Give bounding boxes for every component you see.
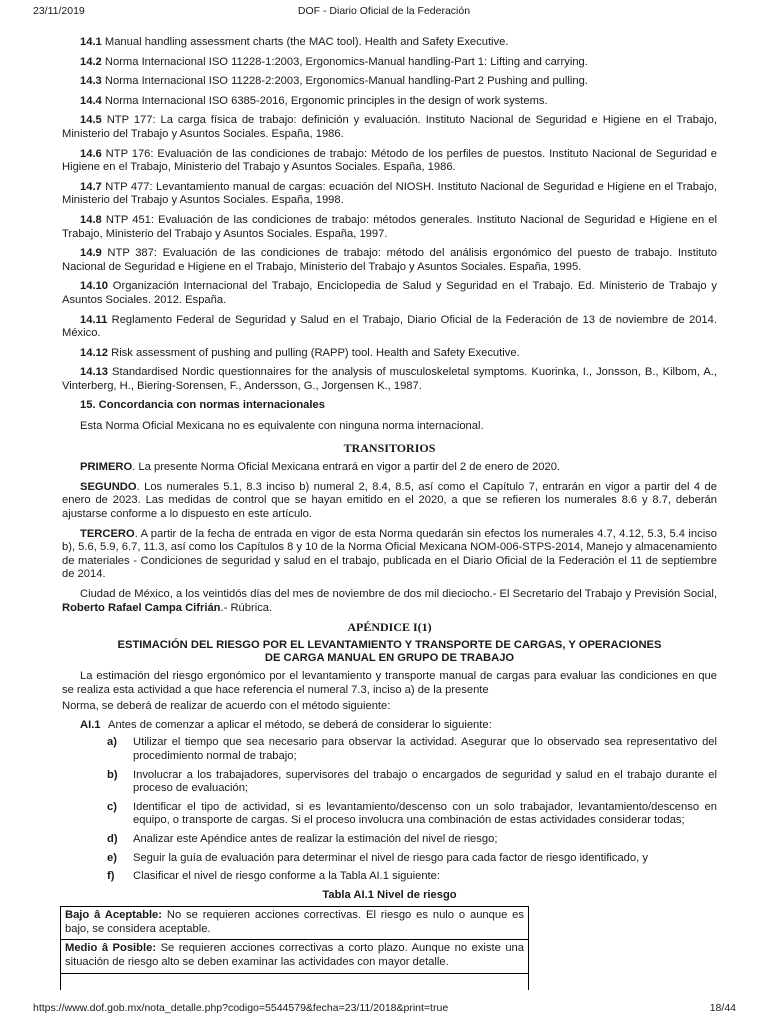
list-item: e) Seguir la guía de evaluación para determinar el nivel de riesgo para cada factor de riesgo identificado, y: [107, 851, 648, 864]
document-body: [62, 36, 717, 990]
reference-item: 14.1 Manual handling assessment charts (the MAC tool). Health and Safety Executive.: [80, 36, 509, 48]
table-caption: Tabla AI.1 Nivel de riesgo: [322, 888, 457, 901]
section-15-heading: 15. Concordancia con normas internacionales: [80, 399, 325, 412]
list-item: b) Involucrar a los trabajadores, supervisores del trabajo o encargados de seguridad y salud en el trabajo durante el proceso de evaluación;: [107, 768, 717, 795]
page-url: https://www.dof.gob.mx/nota_detalle.php?codigo=5544579&fecha=23/11/2018&print=true: [33, 1002, 449, 1014]
ai1-paragraph: AI.1 Antes de comenzar a aplicar el método, se deberá de considerar lo siguiente:: [80, 718, 492, 731]
list-item: f) Clasificar el nivel de riesgo conforme a la Tabla AI.1 siguiente:: [107, 870, 440, 883]
reference-item: 14.5 NTP 177: La carga física de trabajo: definición y evaluación. Instituto Nacional de Seguridad e Higiene en el Trabajo, Ministerio del Trabajo y Asuntos Sociales. España, 1986.: [62, 114, 717, 140]
reference-item: 14.13 Standardised Nordic questionnaires for the analysis of musculoskeletal symptoms. Kuorinka, I., Jonsson, B., Kilbom, A., Vinterberg, H., Biering-Sorensen, F., Andersson, G., Jorgensen K., 1987.: [62, 366, 718, 392]
page-number: 18/44: [709, 1002, 736, 1014]
table-row: Medio â Posible: Se requieren acciones correctivas a corto plazo. Aunque no existe una situación de riesgo alto se deben examinar las actividades con mayor detalle.: [61, 940, 528, 973]
ai1-list: [62, 736, 717, 883]
reference-item: 14.4 Norma Internacional ISO 6385-2016, Ergonomic principles in the design of work systems.: [80, 94, 548, 107]
page-header: [0, 5, 768, 19]
appendix-subtitle: ESTIMACIÓN DEL RIESGO POR EL LEVANTAMIENTO Y TRANSPORTE DE CARGAS, Y OPERACIONES DE CARGA MANUAL EN GRUPO DE TRABAJO: [117, 638, 662, 665]
page-footer: [0, 1002, 768, 1016]
appendix-method-line: Norma, se deberá de realizar de acuerdo con el método siguiente:: [62, 700, 391, 713]
reference-item: 14.7 NTP 477: Levantamiento manual de cargas: ecuación del NIOSH. Instituto Nacional de Seguridad e Higiene en el Trabajo, Ministerio del Trabajo y Asuntos Sociales. España, 1998.: [62, 180, 718, 207]
section-15-text: Esta Norma Oficial Mexicana no es equivalente con ninguna norma internacional.: [80, 420, 484, 433]
reference-item: 14.12 Risk assessment of pushing and pulling (RAPP) tool. Health and Safety Executive.: [80, 346, 520, 359]
reference-item: 14.10 Organización Internacional del Trabajo, Enciclopedia de Salud y Seguridad en el Trabajo. Ed. Ministerio de Trabajo y Asuntos Sociales. 2012. España.: [62, 280, 717, 306]
reference-item: 14.3 Norma Internacional ISO 11228-2:2003, Ergonomics-Manual handling-Part 2 Pushing and pulling.: [80, 75, 588, 88]
references-list: [62, 36, 717, 393]
transitorios-heading: TRANSITORIOS: [343, 440, 436, 455]
print-date: 23/11/2019: [33, 5, 85, 17]
list-item: d) Analizar este Apéndice antes de realizar la estimación del nivel de riesgo;: [107, 832, 498, 845]
appendix-intro: La estimación del riesgo ergonómico por el levantamiento y transporte manual de cargas para evaluar las condiciones en que se realiza esta actividad a que hace referencia el numeral 7.3, inciso a) de la presente: [62, 669, 717, 696]
table-row: [61, 974, 528, 990]
signatory-name: Roberto Rafael Campa Cifrián: [62, 601, 221, 614]
reference-item: 14.8 NTP 451: Evaluación de las condiciones de trabajo: métodos generales. Instituto Nacional de Seguridad e Higiene en el Trabajo, Ministerio del Trabajo y Asuntos Sociales. España, 1997.: [62, 213, 718, 240]
signature-paragraph: Ciudad de México, a los veintidós días del mes de noviembre de dos mil dieciocho.- El Secretario del Trabajo y Previsión Social, Roberto Rafael Campa Cifrián.- Rúbrica.: [62, 588, 717, 614]
table-row: Bajo â Aceptable: No se requieren acciones correctivas. El riesgo es nulo o aunque es bajo, se considera aceptable.: [61, 907, 528, 940]
transitorio-tercero: TERCERO. A partir de la fecha de entrada en vigor de esta Norma quedarán sin efectos los numerales 4.7, 4.12, 5.3, 5.4 inciso b), 5.6, 5.9, 6.7, 11.3, así como los Capítulos 8 y 10 de la Norma Oficial Mexicana NOM-006-STPS-2014, Manejo y almacenamiento de materiales - Condiciones de seguridad y salud en el trabajo, publicada en el Diario Oficial de la Federación el 11 de septiembre de 2014.: [62, 527, 717, 581]
reference-item: 14.6 NTP 176: Evaluación de las condiciones de trabajo: Método de los perfiles de puestos. Instituto Nacional de Seguridad e Higiene en el Trabajo, Ministerio del Trabajo y Asuntos Sociales. España, 1986.: [62, 147, 717, 174]
transitorio-segundo: SEGUNDO. Los numerales 5.1, 8.3 inciso b) numeral 2, 8.4, 8.5, así como el Capítulo 7, entrarán en vigor a partir del 4 de enero de 2023. Las medidas de control que se hayan emitido en el 2020, a que se refieren los numerales 8.6 y 8.7, deberán ajustarse conforme a lo dispuesto en este artículo.: [62, 480, 717, 521]
list-item: c) Identificar el tipo de actividad, si es levantamiento/descenso con un solo trabajador, levantamiento/descenso en equipo, o transporte de cargas. Si el proceso involucra una combinación de estas actividades considerar todas;: [107, 800, 717, 827]
appendix-heading: APÉNDICE I(1): [347, 620, 432, 635]
risk-level-table: [60, 906, 529, 989]
reference-item: 14.9 NTP 387: Evaluación de las condiciones de trabajo: método del análisis ergonómico del puesto de trabajo. Instituto Nacional de Seguridad e Higiene en el Trabajo, Ministerio del Trabajo y Asuntos Sociales. España, 1995.: [62, 247, 718, 273]
reference-item: 14.11 Reglamento Federal de Seguridad y Salud en el Trabajo, Diario Oficial de la Federación de 13 de noviembre de 2014. México.: [62, 313, 717, 340]
reference-item: 14.2 Norma Internacional ISO 11228-1:2003, Ergonomics-Manual handling-Part 1: Lifting and carrying.: [80, 55, 588, 68]
page-title: DOF - Diario Oficial de la Federación: [297, 5, 471, 17]
transitorio-primero: PRIMERO. La presente Norma Oficial Mexicana entrará en vigor a partir del 2 de enero de 2020.: [80, 461, 561, 474]
list-item: a) Utilizar el tiempo que sea necesario para observar la actividad. Asegurar que lo observado sea representativo del procedimiento normal de trabajo;: [107, 736, 717, 762]
